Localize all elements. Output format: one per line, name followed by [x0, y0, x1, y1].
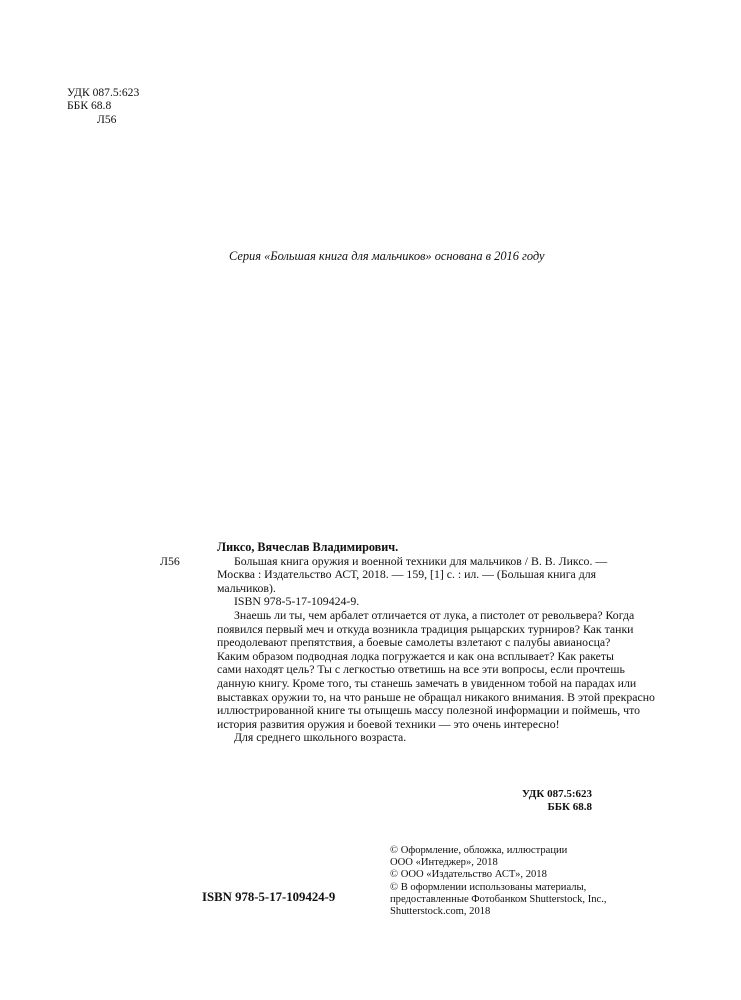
summary-line: данную книгу. Кроме того, ты станешь замечать в увиденном тобой на парадах или	[217, 675, 637, 690]
summary-line: история развития оружия и боевой техники — это очень интересно!	[217, 716, 560, 731]
copyright-block	[390, 845, 607, 918]
catalog-isbn: ISBN 978-5-17-109424-9.	[234, 594, 360, 609]
series-note: Серия «Большая книга для мальчиков» основана в 2016 году	[229, 249, 545, 263]
summary-line: сами находят цель? Ты с легкостью ответишь на все эти вопросы, если прочтешь	[217, 662, 625, 677]
catalog-author-mark: Л56	[160, 553, 180, 568]
audience-note: Для среднего школьного возраста.	[234, 730, 407, 745]
summary-line: иллюстрированной книге ты отыщешь массу полезной информации и поймешь, что	[217, 703, 641, 718]
classification-footer	[522, 788, 592, 814]
isbn-bottom: ISBN 978-5-17-109424-9	[202, 890, 336, 904]
summary-line: выставках оружии то, на что раньше не обращал никакого внимания. В этой прекрасно	[217, 689, 655, 704]
catalog-card	[160, 540, 655, 745]
description-line: мальчиков).	[217, 580, 276, 595]
catalog-description	[160, 553, 608, 596]
summary-line: Знаешь ли ты, чем арбалет отличается от лука, а пистолет от револьвера? Когда	[234, 607, 635, 622]
author-mark: Л56	[97, 112, 117, 126]
copyright-line: © В оформлении использованы материалы,	[390, 881, 587, 893]
bbk-code-footer: ББК 68.8	[547, 801, 592, 813]
udk-code-footer: УДК 087.5:623	[521, 788, 592, 800]
catalog-author: Ликсо, Вячеслав Владимирович.	[217, 540, 399, 554]
copyright-line: © Оформление, обложка, иллюстрации	[390, 845, 568, 856]
summary-line: Каким образом подводная лодка погружается и как она всплывает? Как ракеты	[217, 648, 614, 663]
copyright-line: предоставленные Фотобанком Shutterstock, Inc.,	[390, 893, 607, 905]
classification-header	[67, 86, 139, 126]
summary-line: появился первый меч и откуда возникла традиция рыцарских турниров? Как танки	[217, 621, 634, 636]
udk-code: УДК 087.5:623	[67, 86, 140, 99]
copyright-line: Shutterstock.com, 2018	[390, 906, 491, 918]
bbk-code: ББК 68.8	[67, 99, 112, 113]
summary-line: преодолевают препятствия, а боевые самолеты взлетают с палубы авианосца?	[217, 635, 611, 650]
copyright-line: © ООО «Издательство АСТ», 2018	[390, 869, 547, 881]
description-line: Большая книга оружия и военной техники для мальчиков / В. В. Ликсо. —	[234, 553, 608, 568]
description-line: Москва : Издательство АСТ, 2018. — 159, [1] с. : ил. — (Большая книга для	[217, 567, 597, 582]
copyright-line: ООО «Интеджер», 2018	[390, 857, 498, 869]
book-summary	[160, 607, 655, 731]
